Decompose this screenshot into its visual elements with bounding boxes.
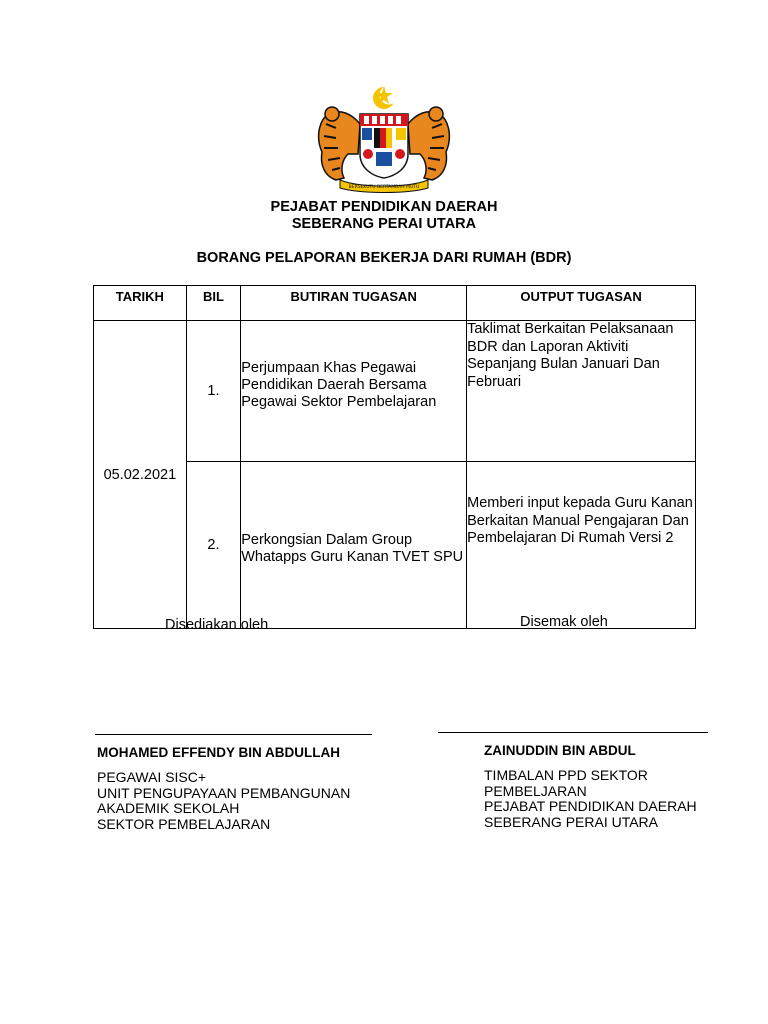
- preparer-designation-line: SEKTOR PEMBELAJARAN: [97, 815, 271, 832]
- preparer-name: MOHAMED EFFENDY BIN ABDULLAH: [97, 745, 340, 760]
- preparer-designation-line: PEGAWAI SISC+: [97, 769, 207, 785]
- office-name-line2: SEBERANG PERAI UTARA: [291, 216, 477, 232]
- shield-icon: [360, 114, 408, 178]
- office-name-line1: PEJABAT PENDIDIKAN DAERAH: [270, 199, 498, 215]
- header-butiran-tugasan: BUTIRAN TUGASAN: [241, 286, 467, 321]
- table-header-row: [94, 286, 696, 321]
- crest-motto-text: BERSEKUTU BERTAMBAH MUTU: [348, 185, 420, 190]
- bil-cell: 1.: [186, 321, 241, 462]
- right-tiger-icon: [408, 107, 449, 180]
- output-cell: Memberi input kepada Guru Kanan Berkaitan Manual Pengajaran Dan Pembelajaran Di Rumah Versi 2: [467, 462, 696, 629]
- header-output-tugasan: OUTPUT TUGASAN: [467, 286, 696, 321]
- left-tiger-icon: [319, 107, 360, 180]
- butiran-cell: Perjumpaan Khas Pegawai Pendidikan Daerah Bersama Pegawai Sektor Pembelajaran: [241, 321, 467, 462]
- checker-designation-line: TIMBALAN PPD SEKTOR: [484, 767, 648, 783]
- checker-designation-line: PEJABAT PENDIDIKAN DAERAH: [484, 798, 697, 814]
- checked-by-label: Disemak oleh: [520, 614, 608, 630]
- form-title: BORANG PELAPORAN BEKERJA DARI RUMAH (BDR): [196, 250, 572, 266]
- header-tarikh: TARIKH: [94, 286, 187, 321]
- date-cell: 05.02.2021: [94, 321, 187, 629]
- bil-cell: 2.: [186, 462, 241, 629]
- preparer-designation-line: UNIT PENGUPAYAAN PEMBANGUNAN: [97, 784, 351, 801]
- output-cell: Taklimat Berkaitan Pelaksanaan BDR dan Laporan Aktiviti Sepanjang Bulan Januari Dan Februari: [467, 321, 696, 462]
- butiran-cell: Perkongsian Dalam Group Whatapps Guru Kanan TVET SPU: [241, 462, 467, 629]
- signature-line-left: [95, 734, 372, 735]
- prepared-by-label: Disediakan oleh: [165, 617, 269, 633]
- checker-designation: [484, 768, 697, 830]
- report-table: [93, 285, 696, 629]
- preparer-designation-line: AKADEMIK SEKOLAH: [97, 800, 240, 816]
- checker-name: ZAINUDDIN BIN ABDUL: [484, 743, 636, 758]
- signature-line-right: [438, 732, 708, 733]
- table-row: [94, 321, 696, 462]
- checker-designation-line: SEBERANG PERAI UTARA: [484, 813, 659, 830]
- header-bil: BIL: [186, 286, 241, 321]
- coat-of-arms-emblem: [310, 84, 458, 194]
- preparer-designation: [97, 770, 350, 832]
- checker-designation-line: PEMBELJARAN: [484, 782, 587, 799]
